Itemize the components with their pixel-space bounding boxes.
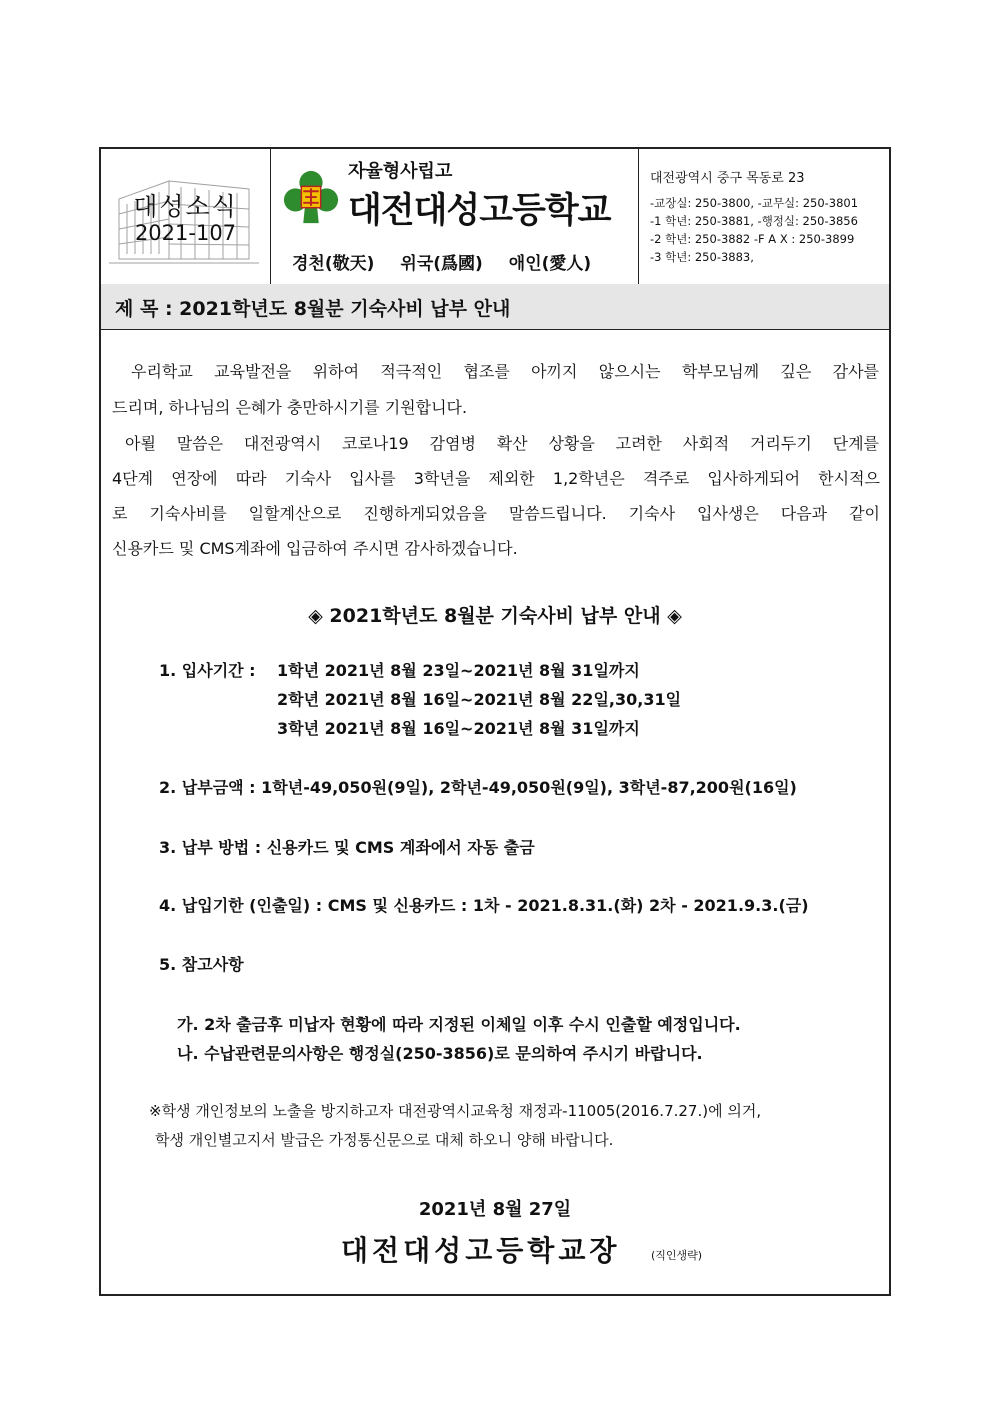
intro-paragraph-line: 로 기숙사비를 일할계산으로 진행하게되었음을 말씀드립니다. 기숙사 입사생은 다음과 같이 — [112, 504, 880, 523]
section-title: ◈ 2021학년도 8월분 기숙사비 납부 안내 ◈ — [308, 605, 682, 627]
motto-item: 애인(愛人) — [508, 254, 592, 274]
school-emblem-icon — [282, 169, 340, 227]
school-identity — [270, 149, 639, 284]
notice-frame — [99, 147, 891, 1296]
phone-line: -3 학년: 250-3883, — [650, 250, 754, 264]
phone-line: -2 학년: 250-3882 -F A X : 250-3899 — [650, 232, 855, 246]
publication-box — [101, 149, 271, 284]
period-label: 1. 입사기간 : — [159, 661, 256, 680]
school-address: 대전광역시 중구 목동로 23 — [650, 171, 805, 186]
note-a: 가. 2차 출금후 미납자 현황에 따라 지정된 이체일 이후 수시 인출할 예정입니다. — [177, 1015, 741, 1034]
intro-paragraph-line: 아뢸 말씀은 대전광역시 코로나19 감염병 확산 상황을 고려한 사회적 거리두기 단계를 — [125, 434, 879, 453]
phone-line: -교장실: 250-3800, -교무실: 250-3801 — [650, 196, 859, 210]
amount-item: 2. 납부금액 : 1학년-49,050원(9일), 2학년-49,050원(9일), 3학년-87,200원(16일) — [159, 778, 797, 797]
publication-number: 2021-107 — [134, 221, 237, 245]
intro-paragraph-line: 신용카드 및 CMS계좌에 입금하여 주시면 감사하겠습니다. — [112, 539, 518, 558]
publication-title: 대성소식 — [133, 192, 238, 221]
phone-line: -1 학년: 250-3881, -행정실: 250-3856 — [650, 214, 858, 228]
motto-item: 경천(敬天) — [292, 254, 375, 274]
intro-paragraph-line: 드리며, 하나님의 은혜가 충만하시기를 기원합니다. — [112, 398, 468, 417]
privacy-notice-line: 학생 개인별고지서 발급은 가정통신문으로 대체 하오니 양해 바랍니다. — [155, 1131, 614, 1149]
period-grade-2: 2학년 2021년 8월 16일~2021년 8월 22일,30,31일 — [277, 690, 682, 709]
school-type: 자율형사립고 — [348, 161, 453, 182]
deadline-item: 4. 납입기한 (인출일) : CMS 및 신용카드 : 1차 - 2021.8.31.(화) 2차 - 2021.9.3.(금) — [159, 896, 809, 915]
contact-info — [638, 149, 889, 284]
school-name: 대전대성고등학교 — [348, 191, 611, 231]
intro-paragraph-line: 우리학교 교육발전을 위하여 적극적인 협조를 아끼지 않으시는 학부모님께 깊은 감사를 — [131, 362, 879, 381]
letterhead — [101, 149, 889, 285]
privacy-notice-line: ※학생 개인정보의 노출을 방지하고자 대전광역시교육청 재정과-11005(2016.7.27.)에 의거, — [149, 1102, 762, 1120]
school-motto — [292, 249, 617, 274]
principal-name: 대전대성고등학교장 — [341, 1234, 621, 1267]
seal-omitted-note: (직인생략) — [651, 1249, 703, 1262]
method-item: 3. 납부 방법 : 신용카드 및 CMS 계좌에서 자동 출금 — [159, 838, 535, 857]
motto-item: 위국(爲國) — [400, 254, 483, 274]
intro-paragraph-line: 4단계 연장에 따라 기숙사 입사를 3학년을 제외한 1,2학년은 격주로 입사하게되어 한시적으 — [112, 469, 880, 488]
subject-title: 제 목 : 2021학년도 8월분 기숙사비 납부 안내 — [115, 298, 511, 320]
subject-bar — [101, 284, 889, 330]
note-b: 나. 수납관련문의사항은 행정실(250-3856)로 문의하여 주시기 바랍니다. — [177, 1044, 703, 1063]
period-grade-3: 3학년 2021년 8월 16일~2021년 8월 31일까지 — [277, 719, 640, 738]
issue-date: 2021년 8월 27일 — [418, 1199, 572, 1220]
notes-label: 5. 참고사항 — [159, 955, 244, 974]
period-grade-1: 1학년 2021년 8월 23일~2021년 8월 31일까지 — [277, 661, 640, 680]
